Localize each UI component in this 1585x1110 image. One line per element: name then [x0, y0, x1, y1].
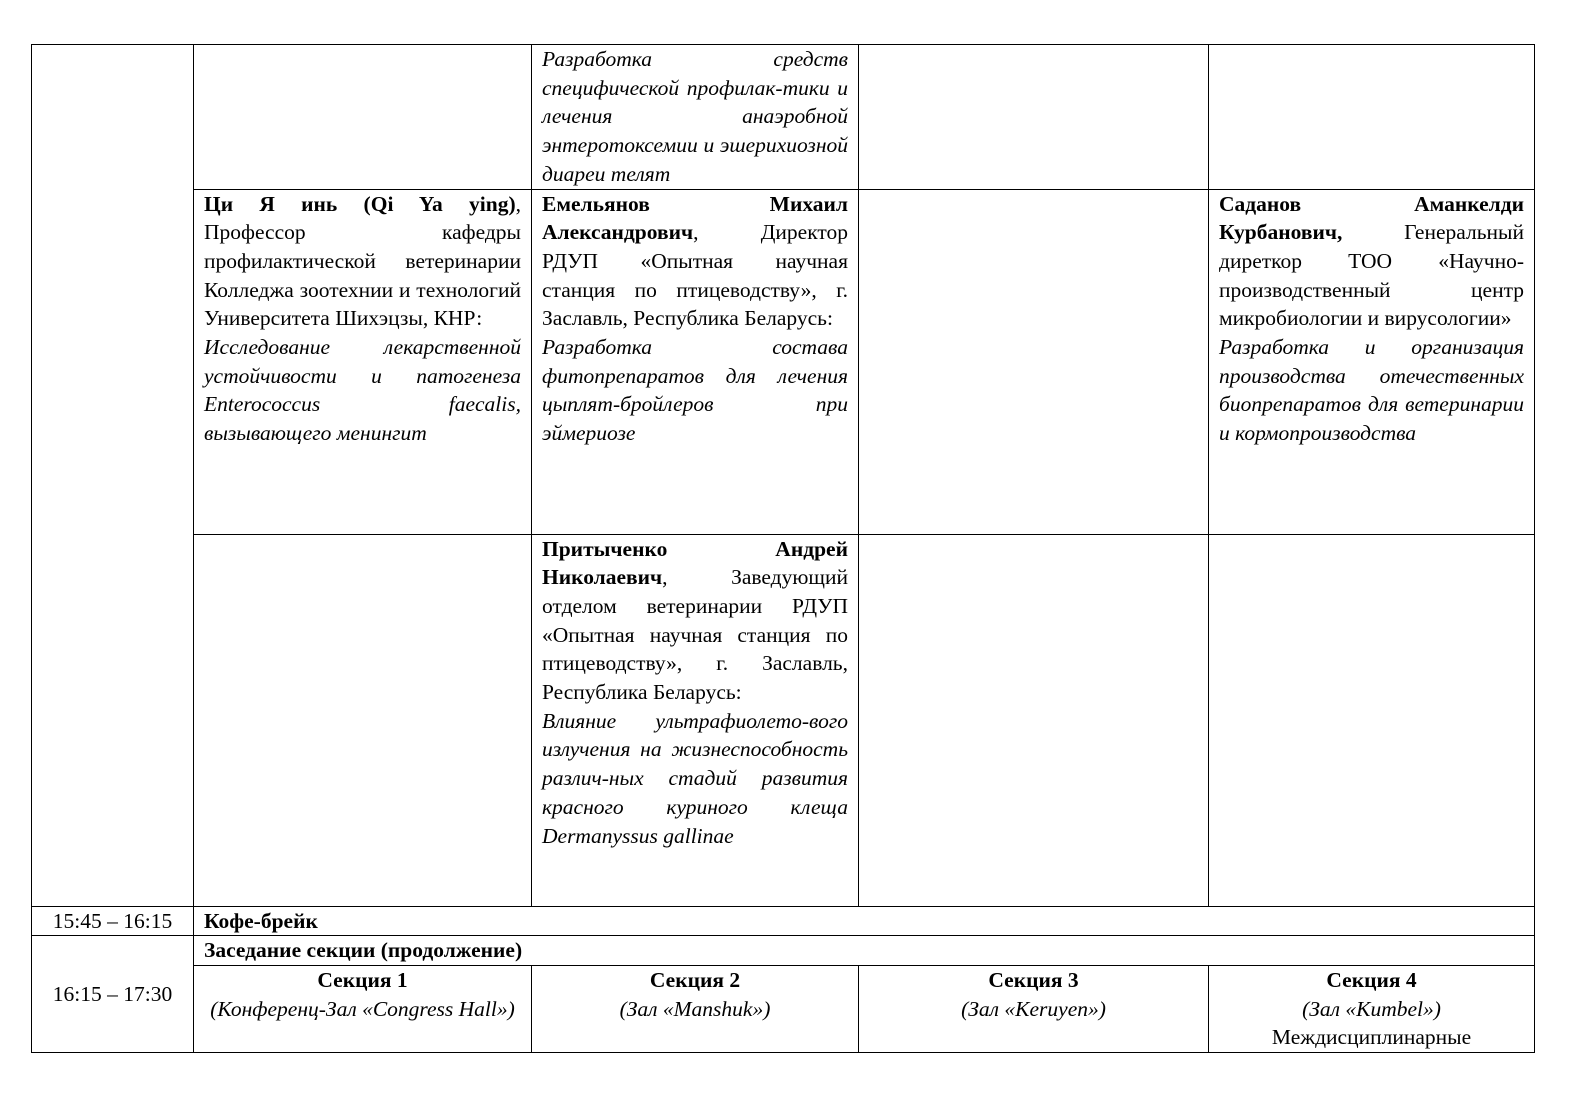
speaker-name: Емельянов Михаил Александрович [542, 191, 848, 245]
speaker-name: Притыченко Андрей Николаевич [542, 536, 848, 590]
table-cell [194, 534, 532, 906]
talk-topic: Разработка и организация производства отечественных биопрепаратов для ветеринарии и кормопроизводства [1219, 335, 1524, 446]
section-cell [1209, 965, 1535, 1052]
table-row [32, 906, 1535, 936]
time-cell: 16:15 – 17:30 [32, 936, 194, 1053]
table-row [32, 965, 1535, 1052]
section-hall: (Зал «Kumbel») [1302, 996, 1441, 1021]
table-cell [1209, 45, 1535, 190]
section-cell [194, 965, 532, 1052]
speaker-role: , Директор РДУП «Опытная научная станция по птицеводству», г. Заславль, Республика Беларусь: [542, 220, 848, 331]
speaker-name: Ци Я инь (Qi Ya ying) [204, 191, 516, 216]
talk-topic: Исследование лекарственной устойчивости и патогенеза Enterococcus faecalis, вызывающего менингит [204, 335, 521, 446]
section-extra: Междисциплинарные [1271, 1025, 1472, 1050]
table-cell [194, 45, 532, 190]
speaker-cell [194, 189, 532, 534]
table-row [32, 189, 1535, 534]
session-label: Заседание секции (продолжение) [194, 936, 1535, 966]
time-cell: 15:45 – 16:15 [32, 906, 194, 936]
table-row [32, 45, 1535, 190]
speaker-cell [532, 534, 859, 906]
section-title: Секция 2 [649, 967, 741, 992]
talk-topic: Разработка средств специфической профилак-тики и лечения анаэробной энтеротоксемии и эшерихиозной диареи телят [542, 47, 848, 186]
table-cell [1209, 534, 1535, 906]
section-title: Секция 3 [988, 967, 1079, 992]
talk-topic: Разработка состава фитопрепаратов для лечения цыплят-бройлеров при эймериозе [542, 335, 848, 446]
coffee-break-label: Кофе-брейк [194, 906, 1535, 936]
section-title: Секция 1 [317, 967, 408, 992]
table-cell [859, 45, 1209, 190]
section-cell [532, 965, 859, 1052]
section-title: Секция 4 [1326, 967, 1417, 992]
time-cell-empty [32, 45, 194, 907]
section-hall: (Зал «Manshuk») [619, 996, 771, 1021]
table-cell [859, 534, 1209, 906]
speaker-role: Генеральный диреткор ТОО «Научно-производственный центр микробиологии и вирусологии» [1219, 220, 1524, 331]
speaker-cell [1209, 189, 1535, 534]
talk-topic: Влияние ультрафиолето-вого излучения на жизнеспособность различ-ных стадий развития красного куриного клеща Dermanyssus gallinae [542, 708, 848, 848]
speaker-role: , Профессор кафедры профилактической ветеринарии Колледжа зоотехнии и технологий Университета Шихэцзы, КНР: [204, 191, 521, 331]
table-cell [859, 189, 1209, 534]
speaker-cell [532, 189, 859, 534]
program-table [31, 44, 1535, 1053]
speaker-name: Саданов Аманкелди Курбанович, [1219, 191, 1524, 245]
section-cell [859, 965, 1209, 1052]
speaker-role: , Заведующий отделом ветеринарии РДУП «Опытная научная станция по птицеводству», г. Заславль, Республика Беларусь: [542, 565, 848, 705]
topic-cell [532, 45, 859, 190]
section-hall: (Конференц-Зал «Congress Hall») [210, 996, 515, 1021]
section-hall: (Зал «Keruyen») [961, 996, 1106, 1021]
table-row [32, 534, 1535, 906]
table-row [32, 936, 1535, 966]
